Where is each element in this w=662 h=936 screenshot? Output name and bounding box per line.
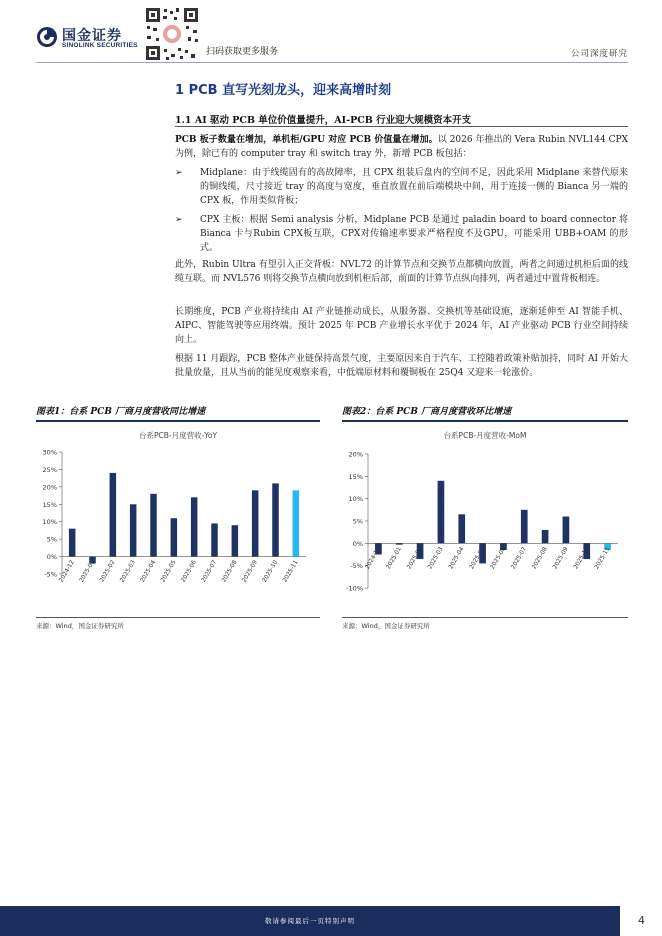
figure2-title-rule (342, 420, 628, 422)
logo-text-en: SINOLINK SECURITIES (62, 42, 138, 49)
x-tick-label: 2025-08 (531, 546, 549, 571)
bar-2025-08 (232, 525, 239, 556)
figure1-source-rule (36, 617, 320, 618)
bar-2025-07 (521, 510, 528, 543)
sinolink-logo-icon (36, 26, 58, 48)
y-tick-label: 10% (42, 518, 57, 527)
figure1-source: 来源：Wind，国金证券研究所 (36, 622, 124, 630)
arrow-bullet-icon: ➢ (175, 215, 183, 225)
x-tick-label: 2025-05 (469, 546, 487, 571)
x-tick-label: 2025-08 (221, 559, 239, 584)
figure2-source-rule (342, 617, 628, 618)
report-type-label: 公司深度研究 (570, 49, 628, 59)
bar-2025-02 (110, 473, 117, 557)
bullet-text: Midplane：由于线缆固有的高故障率，且 CPX 组装后盘内的空间不足，因此采用 Midplane 来替代原来的铜线缆，尺寸接近 tray 的高度与宽度，垂直放置在前后端模块中间，用于连接一侧的 Bianca 另一端的 CPX 板，作用类似背板； (200, 168, 628, 206)
x-tick-label: 2025-09 (552, 546, 570, 571)
figure1-title-rule (36, 420, 320, 422)
y-tick-label: 5% (352, 517, 363, 526)
y-tick-label: -5% (44, 570, 57, 579)
paragraph-intro-bold: PCB 板子数量在增加，单机柜/GPU 对应 PCB 价值量在增加。 (175, 135, 438, 145)
figure2-source: 来源：Wind，国金证券研究所 (342, 622, 430, 630)
subsection-title: 1.1 AI 驱动 PCB 单位价值量提升，AI-PCB 行业迎大规模资本开支 (175, 115, 472, 126)
bar-2025-06 (191, 497, 198, 556)
x-tick-label: 2024-12 (58, 559, 76, 584)
x-tick-label: 2025-07 (510, 546, 528, 571)
x-tick-label: 2024-12 (364, 546, 383, 571)
figure2-chart (342, 424, 628, 614)
bar-2025-04 (458, 514, 465, 543)
logo-text-cn: 国金证券 (62, 28, 122, 44)
bar-2025-04 (150, 494, 157, 557)
bar-2025-09 (252, 490, 259, 556)
section-title: 1 PCB 直写光刻龙头，迎来高增时刻 (175, 83, 392, 98)
x-tick-label: 2025-10 (573, 546, 591, 571)
figure2-title: 图表2：台系 PCB 厂商月度营收环比增速 (342, 407, 512, 417)
paragraph-long-term: 长期维度，PCB 产业将持续由 AI 产业链推动成长，从服务器、交换机等基础设施，逐渐延伸至 AI 智能手机、AIPC、智能驾驶等应用终端。预计 2025 年 PCB 产业增长水平优于 2024 年，AI 产业驱动 PCB 行业空间持续向上。 (175, 307, 628, 345)
qr-code-icon[interactable] (144, 6, 200, 62)
bullet-text: CPX 主板：根据 Semi analysis 分析，Midplane PCB 是通过 paladin board to board connector 将Bianca 卡与Rubin CPX板互联，CPX对传输速率要求严格程度不及GPU，可能采用 UBB+OAM 的形式。 (200, 215, 628, 253)
paragraph-backplane: 此外，Rubin Ultra 有望引入正交背板：NVL72 的计算节点和交换节点都横向放置，两者之间通过机柜后面的线缆互联。而 NVL576 则将交换节点横向放到机柜后部，前面的计算节点纵向排列，两者通过中置背板相连。 (175, 260, 628, 284)
y-tick-label: 15% (42, 500, 57, 509)
paragraph-intro (175, 133, 628, 161)
footer-disclaimer-link[interactable]: 敬请参阅最后一页特别声明 (265, 917, 355, 925)
y-tick-label: 0% (352, 539, 363, 548)
x-tick-label: 2025-07 (200, 559, 219, 584)
x-tick-label: 2025-11 (594, 546, 612, 571)
x-tick-label: 2025-04 (139, 559, 158, 584)
y-tick-label: 5% (46, 535, 57, 544)
y-tick-label: 15% (348, 472, 363, 481)
y-tick-label: 25% (42, 465, 57, 474)
x-tick-label: 2025-02 (99, 559, 117, 584)
header-divider (36, 62, 628, 63)
subsection-divider (175, 126, 628, 127)
bar-2025-08 (542, 530, 549, 543)
bar-2025-11 (293, 490, 300, 556)
bar-2025-05 (171, 518, 178, 556)
bar-2025-03 (130, 504, 137, 556)
y-tick-label: 20% (348, 450, 363, 459)
bar-2025-07 (211, 523, 218, 556)
chart-title: 台系PCB-月度营收-MoM (443, 431, 527, 440)
y-tick-label: -10% (346, 584, 363, 593)
bar-2025-03 (438, 481, 445, 544)
arrow-bullet-icon: ➢ (175, 168, 183, 178)
x-tick-label: 2025-03 (119, 559, 137, 584)
x-tick-label: 2025-09 (241, 559, 259, 584)
x-tick-label: 2025-10 (261, 559, 280, 584)
bar-2025-09 (563, 517, 570, 544)
bar-2025-01 (396, 543, 403, 544)
x-tick-label: 2025-03 (427, 546, 445, 571)
scan-for-service-text: 扫码获取更多服务 (206, 47, 279, 57)
y-tick-label: 20% (42, 483, 57, 492)
chart-title: 台系PCB-月度营收-YoY (138, 431, 218, 440)
bar-2024-12 (69, 529, 76, 557)
bullet-item (175, 166, 628, 208)
page-number: 4 (638, 914, 645, 927)
figure1-title: 图表1：台系 PCB 厂商月度营收同比增速 (36, 407, 206, 417)
y-tick-label: -5% (350, 562, 363, 571)
y-tick-label: 0% (46, 553, 57, 562)
paragraph-tracking: 根据 11 月跟踪，PCB 整体产业链保持高景气度，主要原因来自于汽车、工控随着政策补贴加持，同时 AI 开始大批量放量，且从当前的能见度观察来看，中低端原材料和覆铜板在 25Q4 又迎来一轮涨价。 (175, 354, 628, 378)
x-tick-label: 2025-06 (180, 559, 198, 584)
x-tick-label: 2025-01 (385, 546, 403, 571)
x-tick-label: 2025-02 (406, 546, 424, 571)
y-tick-label: 30% (42, 448, 57, 457)
figure1-chart (36, 424, 320, 614)
x-tick-label: 2025-11 (282, 559, 300, 584)
y-tick-label: 10% (348, 495, 363, 504)
paragraph-intro-rest: 以 2026 年推出的 Vera Rubin NVL144 CPX 为例，除已有的 computer tray 和 switch tray 外，新增 PCB 板包括： (175, 135, 629, 159)
x-tick-label: 2025-06 (489, 546, 508, 571)
x-tick-label: 2025-01 (78, 559, 97, 584)
x-tick-label: 2025-05 (160, 559, 178, 584)
bar-2025-10 (272, 483, 279, 556)
x-tick-label: 2025-04 (448, 546, 466, 571)
bullet-item (175, 213, 628, 255)
